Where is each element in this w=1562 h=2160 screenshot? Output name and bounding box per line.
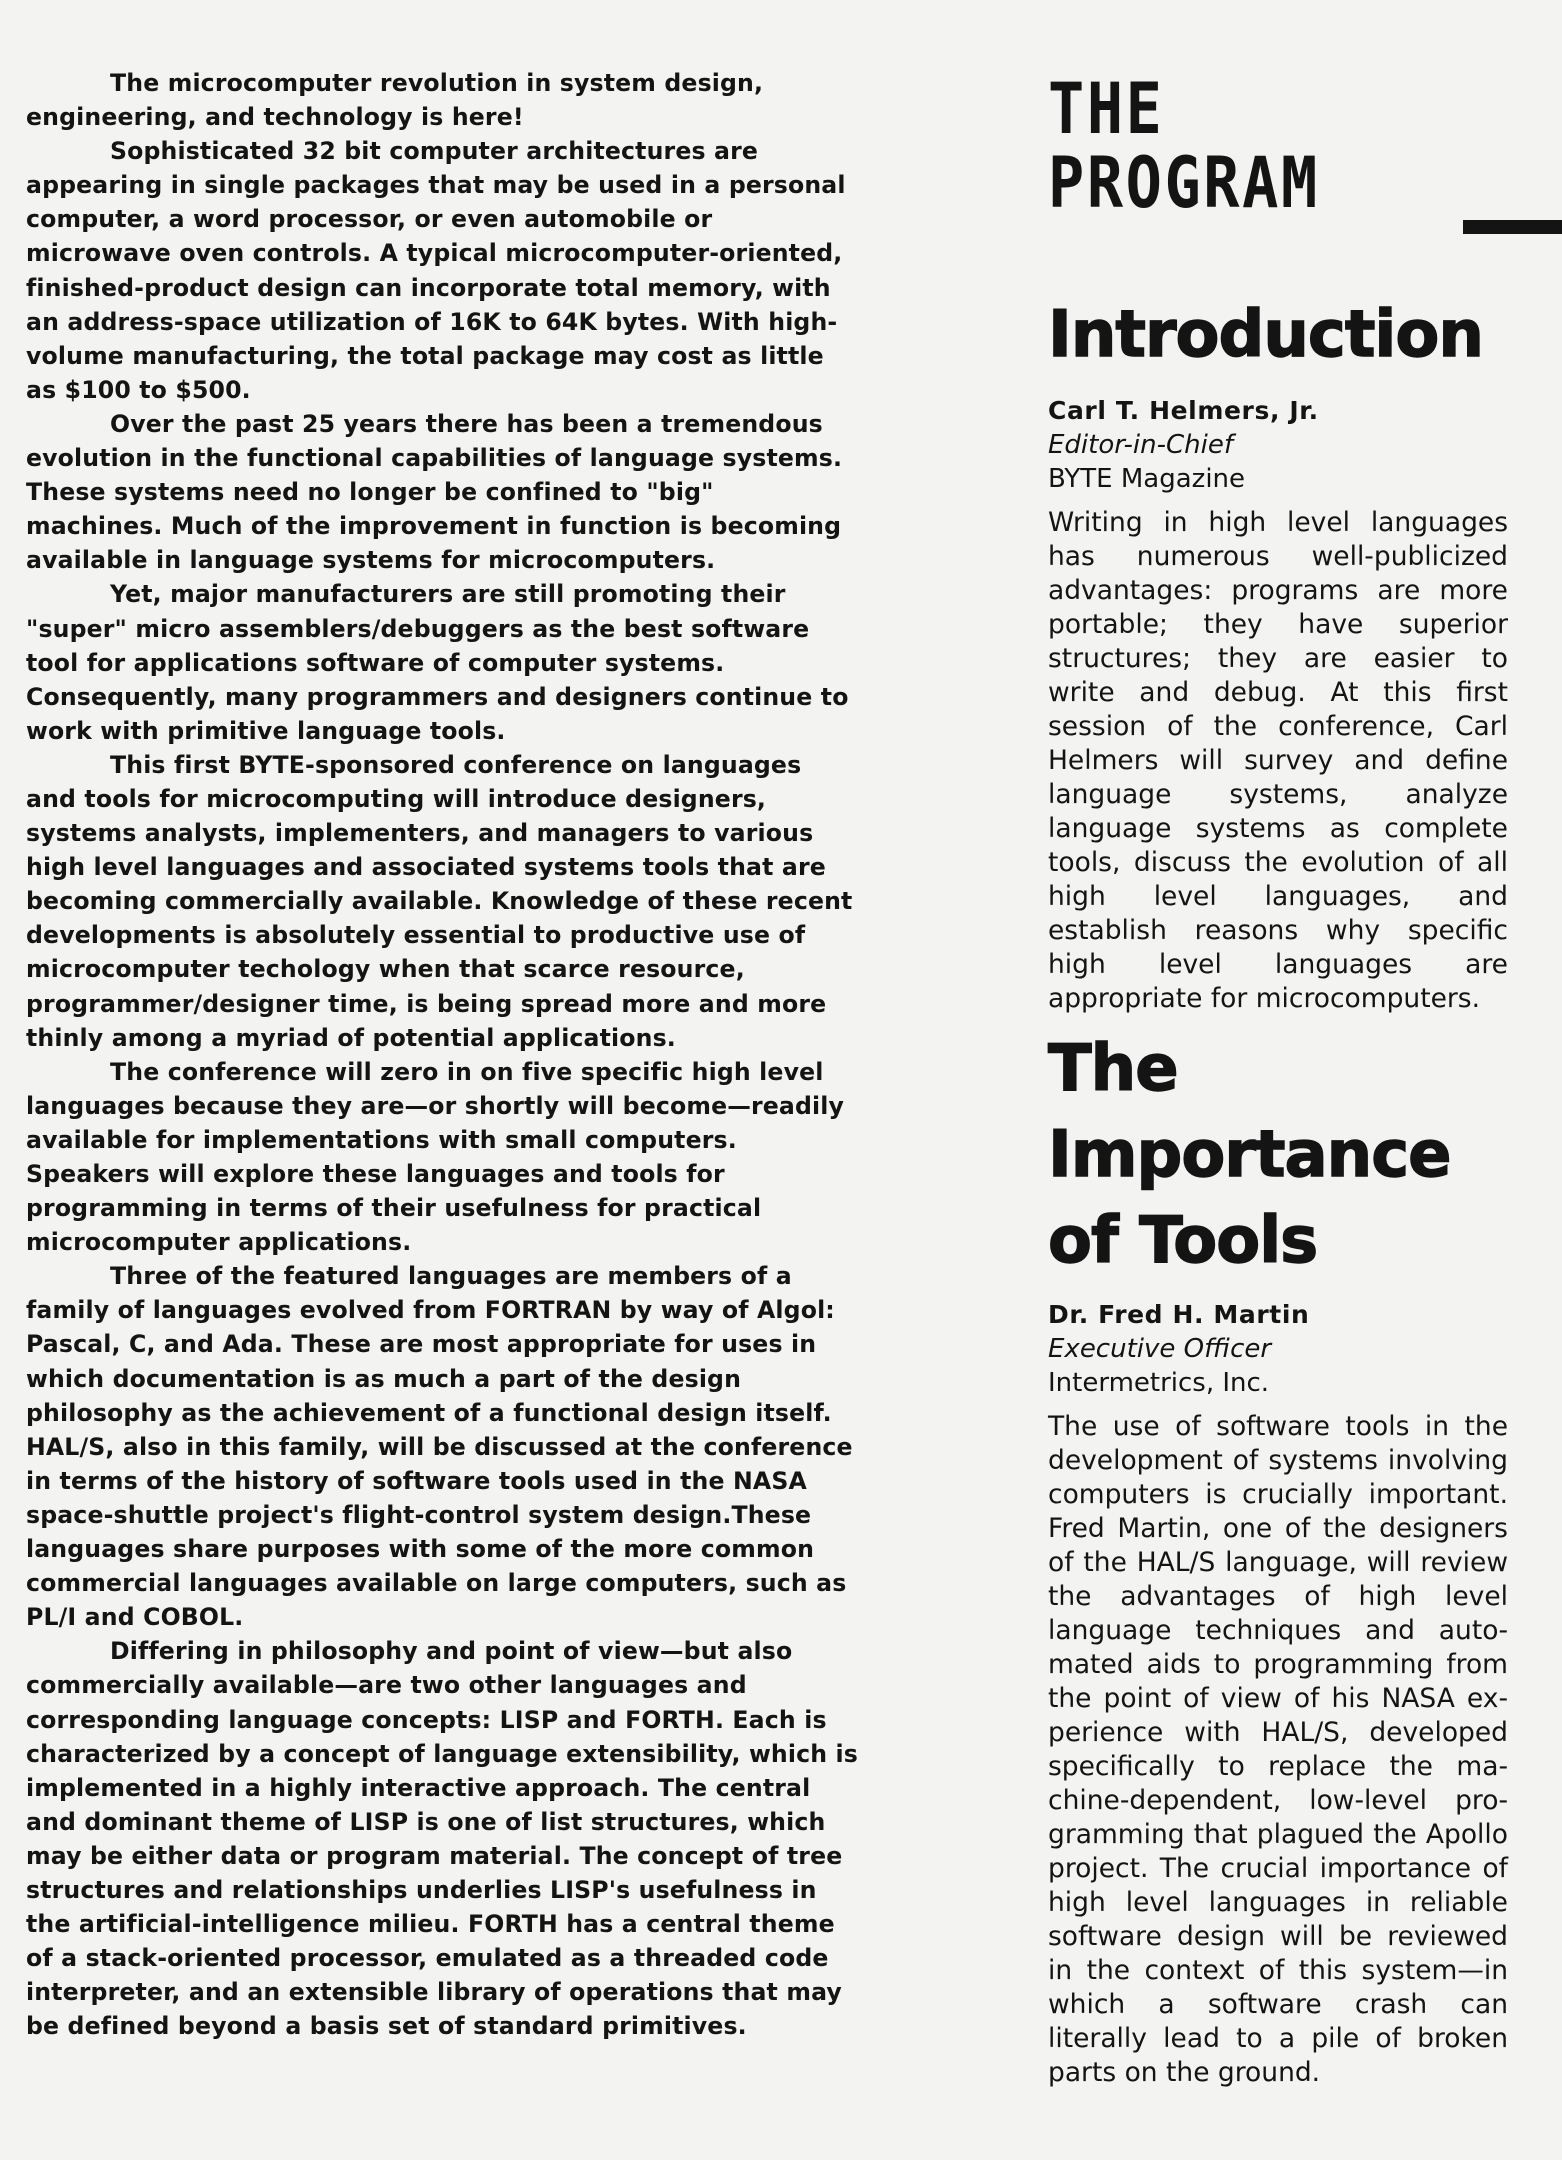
session-introduction [1048,394,1562,1016]
section-heading-importance-of-tools: The Importance of Tools [1048,1032,1451,1278]
section-heading-introduction: Introduction [1048,298,1483,372]
conference-overview-column [26,66,858,2043]
speaker-name: Dr. Fred H. Martin [1048,1300,1310,1329]
session-abstract: Writing in high level languages has numerous well-publicized advantages: programs are more portable; they have superior structures; they are easier to write and debug. At this first session of the conference, Carl Helmers will survey and define language systems, analyze language systems as complete tools, discuss the evolution of all high level languages, and establish reasons why specific high level languages are appropriate for microcomputers. [1048,507,1508,1014]
overview-paragraph-2: Sophisticated 32 bit computer architectures are appearing in single packages that may be used in a personal computer, a word processor, or even automobile or microwave oven controls. A typical microcomputer-oriented, finished-product design can incorporate total memory, with an address-space utilization of 16K to 64K bytes. With high-volume manufacturing, the total package may cost as little as $100 to $500. [26,137,846,404]
speaker-title: Editor-in-Chief [1048,430,1233,460]
speaker-name: Carl T. Helmers, Jr. [1048,396,1319,425]
overview-paragraph-6: The conference will zero in on five specific high level languages because they are—or shortly will become—readily available for implementations with small computers. Speakers will explore these languages and tools for programming in terms of their usefulness for practical microcomputer applications. [26,1057,845,1257]
masthead-rule [1463,220,1562,234]
speaker-organization: BYTE Magazine [1048,464,1246,494]
overview-paragraph-1: The microcomputer revolution in system design, engineering, and technology is here! [26,69,764,132]
program-column [1048,68,1562,2090]
masthead-line-program: PROGRAM [1048,142,1320,224]
overview-paragraph-3: Over the past 25 years there has been a tremendous evolution in the functional capabilities of language systems. These systems need no longer be confined to "big" machines. Much of the improvement in function is becoming available in language systems for microcomputers. [26,409,843,575]
masthead-line-the: THE [1048,68,1165,150]
speaker-title: Executive Officer [1048,1334,1272,1364]
overview-paragraph-7: Three of the featured languages are members of a family of languages evolved from FORTRAN by way of Algol: Pascal, C, and Ada. These are most appropriate for uses in which documentation is as much a part of the design philosophy as the achievement of a functional design itself. HAL/S, also in this family, will be discussed at the conference in terms of the history of software tools used in the NASA space-shuttle project's flight-control system design.These languages share purposes with some of the more common commercial languages available on large computers, such as PL/I and COBOL. [26,1262,853,1632]
overview-paragraph-5: This first BYTE-sponsored conference on languages and tools for microcomputing will introduce designers, systems analysts, implementers, and managers to various high level languages and associated systems tools that are becoming commercially available. Knowledge of these recent developments is absolutely essential to productive use of microcomputer techology when that scarce resource, programmer/designer time, is being spread more and more thinly among a myriad of potential applications. [26,750,853,1052]
overview-paragraph-4: Yet, major manufacturers are still promoting their "super" micro assemblers/debuggers as the best software tool for applications software of computer systems. Consequently, many programmers and designers continue to work with primitive language tools. [26,580,849,745]
session-abstract: The use of software tools in the development of systems involving computers is crucially important. Fred Martin, one of the designers of the HAL/S language, will review the advantages of high level language techniques and automated aids to programming from the point of view of his NASA experience with HAL/S, developed specifically to replace the machine-dependent, low-level programming that plagued the Apollo project. The crucial importance of high level languages in reliable software design will be reviewed in the context of this system—in which a software crash can literally lead to a pile of broken parts on the ground. [1048,1411,1508,2088]
session-importance-of-tools [1048,1298,1562,2090]
overview-paragraph-8: Differing in philosophy and point of view—but also commercially available—are two other languages and corresponding language concepts: LISP and FORTH. Each is characterized by a concept of language extensibility, which is implemented in a highly interactive approach. The central and dominant theme of LISP is one of list structures, which may be either data or program material. The concept of tree structures and relationships underlies LISP's usefulness in the artificial-intelligence milieu. FORTH has a central theme of a stack-oriented processor, emulated as a threaded code interpreter, and an extensible library of operations that may be defined beyond a basis set of standard primitives. [26,1637,858,2041]
speaker-organization: Intermetrics, Inc. [1048,1368,1270,1398]
program-masthead [1048,68,1562,224]
